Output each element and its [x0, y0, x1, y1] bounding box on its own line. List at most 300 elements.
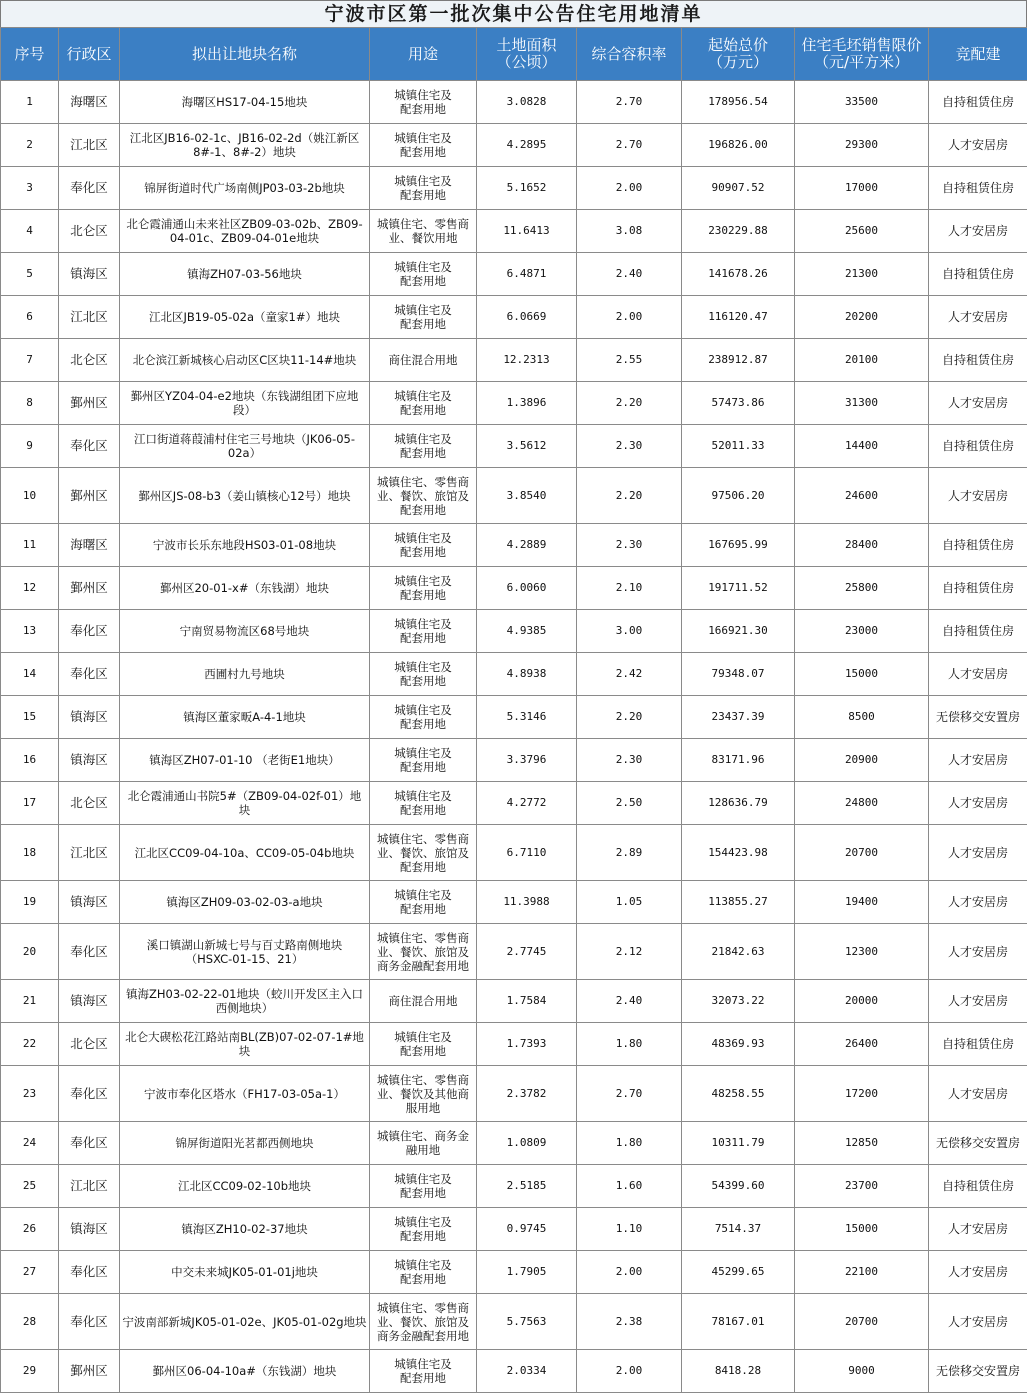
cell-district: 海曙区 [59, 81, 120, 124]
table-row [1, 296, 1027, 339]
cell-supporting-build: 人才安居房 [929, 210, 1027, 253]
cell-start-price: 32073.22 [682, 980, 795, 1023]
land-table [0, 27, 1027, 1393]
cell-price-limit: 21300 [795, 253, 929, 296]
cell-supporting-build: 自持租赁住房 [929, 81, 1027, 124]
table-row [1, 468, 1027, 524]
cell-start-price: 83171.96 [682, 739, 795, 782]
cell-area: 2.7745 [477, 924, 577, 980]
cell-far: 2.70 [577, 1066, 682, 1122]
cell-district: 奉化区 [59, 1066, 120, 1122]
table-row [1, 124, 1027, 167]
cell-district: 鄞州区 [59, 1350, 120, 1393]
cell-far: 3.00 [577, 610, 682, 653]
table-row [1, 1208, 1027, 1251]
cell-district: 镇海区 [59, 253, 120, 296]
cell-start-price: 10311.79 [682, 1122, 795, 1165]
cell-district: 奉化区 [59, 167, 120, 210]
cell-supporting-build: 无偿移交安置房 [929, 696, 1027, 739]
cell-supporting-build: 人才安居房 [929, 468, 1027, 524]
cell-no: 10 [1, 468, 59, 524]
cell-land-use: 城镇住宅及 配套用地 [370, 124, 477, 167]
cell-supporting-build: 人才安居房 [929, 825, 1027, 881]
cell-price-limit: 33500 [795, 81, 929, 124]
cell-supporting-build: 人才安居房 [929, 1066, 1027, 1122]
header-no: 序号 [1, 28, 59, 81]
header-area: 土地面积 （公顷） [477, 28, 577, 81]
header-district: 行政区 [59, 28, 120, 81]
cell-no: 21 [1, 980, 59, 1023]
cell-supporting-build: 人才安居房 [929, 1294, 1027, 1350]
cell-land-use: 城镇住宅、商务金 融用地 [370, 1122, 477, 1165]
cell-plot-name: 宁南贸易物流区68号地块 [120, 610, 370, 653]
cell-supporting-build: 人才安居房 [929, 296, 1027, 339]
cell-plot-name: 镇海ZH03-02-22-01地块（蛟川开发区主入口 西侧地块） [120, 980, 370, 1023]
cell-no: 23 [1, 1066, 59, 1122]
cell-price-limit: 25600 [795, 210, 929, 253]
cell-far: 2.30 [577, 425, 682, 468]
cell-supporting-build: 人才安居房 [929, 782, 1027, 825]
cell-land-use: 城镇住宅、零售商 业、餐饮、旅馆及 商务金融配套用地 [370, 924, 477, 980]
cell-district: 北仑区 [59, 1023, 120, 1066]
cell-far: 1.80 [577, 1023, 682, 1066]
cell-no: 29 [1, 1350, 59, 1393]
cell-area: 5.1652 [477, 167, 577, 210]
cell-area: 2.0334 [477, 1350, 577, 1393]
cell-area: 1.7905 [477, 1251, 577, 1294]
cell-supporting-build: 自持租赁住房 [929, 1023, 1027, 1066]
cell-start-price: 97506.20 [682, 468, 795, 524]
cell-start-price: 48369.93 [682, 1023, 795, 1066]
cell-plot-name: 江口街道蒋葭浦村住宅三号地块（JK06-05- 02a） [120, 425, 370, 468]
cell-land-use: 城镇住宅及 配套用地 [370, 253, 477, 296]
table-row [1, 825, 1027, 881]
table-body [1, 81, 1027, 1393]
cell-supporting-build: 人才安居房 [929, 653, 1027, 696]
cell-start-price: 57473.86 [682, 382, 795, 425]
cell-far: 2.00 [577, 1350, 682, 1393]
cell-start-price: 230229.88 [682, 210, 795, 253]
cell-district: 镇海区 [59, 980, 120, 1023]
header-mode: 竞配建 [929, 28, 1027, 81]
cell-far: 2.00 [577, 296, 682, 339]
cell-supporting-build: 人才安居房 [929, 980, 1027, 1023]
cell-price-limit: 12300 [795, 924, 929, 980]
cell-district: 北仑区 [59, 210, 120, 253]
cell-land-use: 城镇住宅及 配套用地 [370, 524, 477, 567]
cell-supporting-build: 人才安居房 [929, 1208, 1027, 1251]
cell-area: 6.7110 [477, 825, 577, 881]
cell-land-use: 城镇住宅、零售商 业、餐饮及其他商 服用地 [370, 1066, 477, 1122]
cell-district: 海曙区 [59, 524, 120, 567]
table-row [1, 1122, 1027, 1165]
cell-plot-name: 中交未来城JK05-01-01j地块 [120, 1251, 370, 1294]
cell-start-price: 23437.39 [682, 696, 795, 739]
header-price: 起始总价 （万元） [682, 28, 795, 81]
table-row [1, 339, 1027, 382]
cell-district: 奉化区 [59, 1251, 120, 1294]
cell-district: 江北区 [59, 825, 120, 881]
cell-start-price: 166921.30 [682, 610, 795, 653]
cell-no: 6 [1, 296, 59, 339]
cell-area: 3.0828 [477, 81, 577, 124]
cell-area: 4.8938 [477, 653, 577, 696]
cell-price-limit: 24800 [795, 782, 929, 825]
cell-far: 2.70 [577, 124, 682, 167]
table-row [1, 567, 1027, 610]
cell-area: 1.7393 [477, 1023, 577, 1066]
cell-district: 镇海区 [59, 739, 120, 782]
cell-start-price: 141678.26 [682, 253, 795, 296]
cell-price-limit: 19400 [795, 881, 929, 924]
cell-land-use: 城镇住宅及 配套用地 [370, 610, 477, 653]
cell-district: 奉化区 [59, 1294, 120, 1350]
cell-supporting-build: 自持租赁住房 [929, 610, 1027, 653]
cell-plot-name: 宁波市长乐东地段HS03-01-08地块 [120, 524, 370, 567]
cell-far: 2.30 [577, 739, 682, 782]
cell-plot-name: 江北区JB19-05-02a（童家1#）地块 [120, 296, 370, 339]
table-row [1, 210, 1027, 253]
table-row [1, 653, 1027, 696]
cell-district: 镇海区 [59, 696, 120, 739]
cell-price-limit: 15000 [795, 653, 929, 696]
cell-plot-name: 海曙区HS17-04-15地块 [120, 81, 370, 124]
table-row [1, 382, 1027, 425]
cell-price-limit: 12850 [795, 1122, 929, 1165]
cell-price-limit: 28400 [795, 524, 929, 567]
cell-area: 1.7584 [477, 980, 577, 1023]
cell-no: 17 [1, 782, 59, 825]
cell-supporting-build: 人才安居房 [929, 124, 1027, 167]
cell-price-limit: 17200 [795, 1066, 929, 1122]
cell-land-use: 城镇住宅及 配套用地 [370, 739, 477, 782]
table-row [1, 696, 1027, 739]
cell-supporting-build: 人才安居房 [929, 924, 1027, 980]
cell-supporting-build: 人才安居房 [929, 881, 1027, 924]
cell-far: 2.00 [577, 167, 682, 210]
cell-area: 4.2772 [477, 782, 577, 825]
cell-no: 19 [1, 881, 59, 924]
cell-area: 11.6413 [477, 210, 577, 253]
table-row [1, 253, 1027, 296]
cell-supporting-build: 自持租赁住房 [929, 567, 1027, 610]
cell-far: 2.20 [577, 382, 682, 425]
cell-far: 2.20 [577, 468, 682, 524]
cell-far: 1.05 [577, 881, 682, 924]
cell-price-limit: 20700 [795, 1294, 929, 1350]
cell-far: 2.50 [577, 782, 682, 825]
cell-price-limit: 23700 [795, 1165, 929, 1208]
cell-plot-name: 鄞州区06-04-10a#（东钱湖）地块 [120, 1350, 370, 1393]
cell-price-limit: 14400 [795, 425, 929, 468]
cell-district: 鄞州区 [59, 567, 120, 610]
cell-area: 4.9385 [477, 610, 577, 653]
cell-area: 1.3896 [477, 382, 577, 425]
cell-no: 11 [1, 524, 59, 567]
cell-land-use: 城镇住宅、零售商 业、餐饮、旅馆及 商务金融配套用地 [370, 1294, 477, 1350]
cell-plot-name: 锦屏街道阳光茗都西侧地块 [120, 1122, 370, 1165]
cell-land-use: 城镇住宅及 配套用地 [370, 1251, 477, 1294]
cell-price-limit: 17000 [795, 167, 929, 210]
table-row [1, 1350, 1027, 1393]
cell-price-limit: 25800 [795, 567, 929, 610]
cell-district: 鄞州区 [59, 468, 120, 524]
cell-district: 北仑区 [59, 782, 120, 825]
header-use: 用途 [370, 28, 477, 81]
cell-plot-name: 北仑滨江新城核心启动区C区块11-14#地块 [120, 339, 370, 382]
cell-area: 1.0809 [477, 1122, 577, 1165]
cell-no: 15 [1, 696, 59, 739]
cell-district: 奉化区 [59, 924, 120, 980]
cell-plot-name: 镇海区ZH07-01-10 （老街E1地块） [120, 739, 370, 782]
cell-area: 3.5612 [477, 425, 577, 468]
cell-no: 4 [1, 210, 59, 253]
cell-district: 鄞州区 [59, 382, 120, 425]
cell-no: 25 [1, 1165, 59, 1208]
cell-plot-name: 西圃村九号地块 [120, 653, 370, 696]
cell-land-use: 城镇住宅及 配套用地 [370, 1208, 477, 1251]
table-row [1, 1066, 1027, 1122]
cell-area: 3.8540 [477, 468, 577, 524]
cell-far: 2.20 [577, 696, 682, 739]
cell-land-use: 城镇住宅及 配套用地 [370, 1023, 477, 1066]
cell-land-use: 城镇住宅及 配套用地 [370, 567, 477, 610]
cell-start-price: 116120.47 [682, 296, 795, 339]
cell-plot-name: 镇海区董家畈A-4-1地块 [120, 696, 370, 739]
cell-district: 江北区 [59, 124, 120, 167]
table-row [1, 167, 1027, 210]
cell-start-price: 191711.52 [682, 567, 795, 610]
cell-land-use: 城镇住宅及 配套用地 [370, 782, 477, 825]
cell-price-limit: 9000 [795, 1350, 929, 1393]
cell-price-limit: 24600 [795, 468, 929, 524]
cell-price-limit: 23000 [795, 610, 929, 653]
cell-supporting-build: 自持租赁住房 [929, 167, 1027, 210]
cell-start-price: 8418.28 [682, 1350, 795, 1393]
cell-supporting-build: 无偿移交安置房 [929, 1350, 1027, 1393]
cell-far: 3.08 [577, 210, 682, 253]
table-row [1, 1165, 1027, 1208]
cell-start-price: 90907.52 [682, 167, 795, 210]
cell-far: 1.60 [577, 1165, 682, 1208]
cell-area: 4.2895 [477, 124, 577, 167]
cell-supporting-build: 人才安居房 [929, 739, 1027, 782]
table-row [1, 1294, 1027, 1350]
cell-land-use: 城镇住宅及 配套用地 [370, 81, 477, 124]
table-row [1, 610, 1027, 653]
cell-start-price: 113855.27 [682, 881, 795, 924]
cell-plot-name: 北仑霞浦通山书院5#（ZB09-04-02f-01）地块 [120, 782, 370, 825]
cell-start-price: 45299.65 [682, 1251, 795, 1294]
cell-plot-name: 镇海区ZH09-03-02-03-a地块 [120, 881, 370, 924]
cell-land-use: 城镇住宅及 配套用地 [370, 653, 477, 696]
table-row [1, 1251, 1027, 1294]
cell-plot-name: 江北区CC09-02-10b地块 [120, 1165, 370, 1208]
table-row [1, 782, 1027, 825]
cell-district: 镇海区 [59, 881, 120, 924]
cell-far: 1.80 [577, 1122, 682, 1165]
cell-start-price: 54399.60 [682, 1165, 795, 1208]
cell-area: 2.3782 [477, 1066, 577, 1122]
cell-far: 2.40 [577, 980, 682, 1023]
cell-plot-name: 溪口镇湖山新城七号与百丈路南侧地块 （HSXC-01-15、21） [120, 924, 370, 980]
cell-start-price: 238912.87 [682, 339, 795, 382]
cell-no: 22 [1, 1023, 59, 1066]
cell-price-limit: 31300 [795, 382, 929, 425]
table-row [1, 881, 1027, 924]
cell-land-use: 城镇住宅及 配套用地 [370, 881, 477, 924]
cell-start-price: 154423.98 [682, 825, 795, 881]
cell-district: 镇海区 [59, 1208, 120, 1251]
cell-price-limit: 22100 [795, 1251, 929, 1294]
cell-far: 2.12 [577, 924, 682, 980]
cell-price-limit: 20900 [795, 739, 929, 782]
header-far: 综合容积率 [577, 28, 682, 81]
cell-land-use: 城镇住宅、零售商 业、餐饮用地 [370, 210, 477, 253]
header-limit: 住宅毛坯销售限价 （元/平方米） [795, 28, 929, 81]
cell-plot-name: 锦屏街道时代广场南侧JP03-03-2b地块 [120, 167, 370, 210]
cell-plot-name: 鄞州区20-01-x#（东钱湖）地块 [120, 567, 370, 610]
cell-price-limit: 20000 [795, 980, 929, 1023]
cell-land-use: 城镇住宅及 配套用地 [370, 696, 477, 739]
cell-no: 5 [1, 253, 59, 296]
cell-far: 2.40 [577, 253, 682, 296]
table-row [1, 739, 1027, 782]
cell-plot-name: 北仑霞浦通山未来社区ZB09-03-02b、ZB09- 04-01c、ZB09-04-01e地块 [120, 210, 370, 253]
cell-land-use: 城镇住宅、零售商 业、餐饮、旅馆及 配套用地 [370, 468, 477, 524]
cell-price-limit: 8500 [795, 696, 929, 739]
cell-no: 16 [1, 739, 59, 782]
cell-far: 2.70 [577, 81, 682, 124]
cell-price-limit: 20700 [795, 825, 929, 881]
cell-start-price: 48258.55 [682, 1066, 795, 1122]
cell-land-use: 城镇住宅及 配套用地 [370, 1165, 477, 1208]
header-row [1, 28, 1027, 81]
cell-supporting-build: 人才安居房 [929, 382, 1027, 425]
cell-area: 5.7563 [477, 1294, 577, 1350]
cell-area: 4.2889 [477, 524, 577, 567]
table-row [1, 924, 1027, 980]
cell-area: 6.0060 [477, 567, 577, 610]
cell-land-use: 城镇住宅、零售商 业、餐饮、旅馆及 配套用地 [370, 825, 477, 881]
cell-far: 2.55 [577, 339, 682, 382]
cell-area: 6.0669 [477, 296, 577, 339]
cell-far: 2.42 [577, 653, 682, 696]
cell-area: 0.9745 [477, 1208, 577, 1251]
cell-district: 奉化区 [59, 653, 120, 696]
table-row [1, 980, 1027, 1023]
cell-start-price: 128636.79 [682, 782, 795, 825]
cell-district: 江北区 [59, 296, 120, 339]
cell-no: 13 [1, 610, 59, 653]
table-row [1, 81, 1027, 124]
cell-area: 12.2313 [477, 339, 577, 382]
cell-district: 奉化区 [59, 425, 120, 468]
cell-land-use: 城镇住宅及 配套用地 [370, 296, 477, 339]
cell-no: 26 [1, 1208, 59, 1251]
cell-area: 11.3988 [477, 881, 577, 924]
cell-start-price: 52011.33 [682, 425, 795, 468]
cell-plot-name: 镇海区ZH10-02-37地块 [120, 1208, 370, 1251]
cell-area: 5.3146 [477, 696, 577, 739]
cell-supporting-build: 自持租赁住房 [929, 425, 1027, 468]
cell-no: 2 [1, 124, 59, 167]
cell-price-limit: 20100 [795, 339, 929, 382]
cell-price-limit: 20200 [795, 296, 929, 339]
table-row [1, 524, 1027, 567]
cell-no: 12 [1, 567, 59, 610]
cell-far: 2.89 [577, 825, 682, 881]
cell-district: 江北区 [59, 1165, 120, 1208]
cell-far: 2.10 [577, 567, 682, 610]
cell-supporting-build: 自持租赁住房 [929, 339, 1027, 382]
cell-no: 18 [1, 825, 59, 881]
cell-price-limit: 26400 [795, 1023, 929, 1066]
cell-start-price: 167695.99 [682, 524, 795, 567]
cell-no: 28 [1, 1294, 59, 1350]
cell-land-use: 商住混合用地 [370, 339, 477, 382]
cell-start-price: 196826.00 [682, 124, 795, 167]
cell-price-limit: 15000 [795, 1208, 929, 1251]
cell-supporting-build: 人才安居房 [929, 1251, 1027, 1294]
cell-district: 奉化区 [59, 610, 120, 653]
cell-far: 1.10 [577, 1208, 682, 1251]
cell-no: 1 [1, 81, 59, 124]
cell-plot-name: 鄞州区JS-08-b3（姜山镇核心12号）地块 [120, 468, 370, 524]
cell-land-use: 城镇住宅及 配套用地 [370, 1350, 477, 1393]
cell-start-price: 21842.63 [682, 924, 795, 980]
cell-supporting-build: 自持租赁住房 [929, 524, 1027, 567]
cell-plot-name: 北仑大碶松花江路站南BL(ZB)07-02-07-1#地 块 [120, 1023, 370, 1066]
cell-plot-name: 宁波市奉化区塔水（FH17-03-05a-1） [120, 1066, 370, 1122]
cell-price-limit: 29300 [795, 124, 929, 167]
cell-far: 2.00 [577, 1251, 682, 1294]
cell-area: 3.3796 [477, 739, 577, 782]
sheet-title: 宁波市区第一批次集中公告住宅用地清单 [0, 0, 1027, 27]
cell-area: 6.4871 [477, 253, 577, 296]
cell-district: 北仑区 [59, 339, 120, 382]
cell-land-use: 城镇住宅及 配套用地 [370, 167, 477, 210]
cell-no: 24 [1, 1122, 59, 1165]
cell-start-price: 178956.54 [682, 81, 795, 124]
cell-no: 20 [1, 924, 59, 980]
cell-start-price: 7514.37 [682, 1208, 795, 1251]
cell-no: 14 [1, 653, 59, 696]
cell-no: 27 [1, 1251, 59, 1294]
cell-start-price: 79348.07 [682, 653, 795, 696]
cell-no: 8 [1, 382, 59, 425]
cell-no: 3 [1, 167, 59, 210]
cell-plot-name: 江北区CC09-04-10a、CC09-05-04b地块 [120, 825, 370, 881]
cell-no: 7 [1, 339, 59, 382]
cell-plot-name: 宁波南部新城JK05-01-02e、JK05-01-02g地块 [120, 1294, 370, 1350]
cell-land-use: 城镇住宅及 配套用地 [370, 425, 477, 468]
cell-start-price: 78167.01 [682, 1294, 795, 1350]
cell-plot-name: 江北区JB16-02-1c、JB16-02-2d（姚江新区 8#-1、8#-2）地块 [120, 124, 370, 167]
cell-plot-name: 镇海ZH07-03-56地块 [120, 253, 370, 296]
cell-far: 2.38 [577, 1294, 682, 1350]
cell-far: 2.30 [577, 524, 682, 567]
cell-supporting-build: 自持租赁住房 [929, 253, 1027, 296]
header-name: 拟出让地块名称 [120, 28, 370, 81]
cell-district: 奉化区 [59, 1122, 120, 1165]
cell-no: 9 [1, 425, 59, 468]
table-row [1, 425, 1027, 468]
cell-area: 2.5185 [477, 1165, 577, 1208]
cell-land-use: 城镇住宅及 配套用地 [370, 382, 477, 425]
cell-plot-name: 鄞州区YZ04-04-e2地块（东钱湖组团下应地 段） [120, 382, 370, 425]
cell-land-use: 商住混合用地 [370, 980, 477, 1023]
